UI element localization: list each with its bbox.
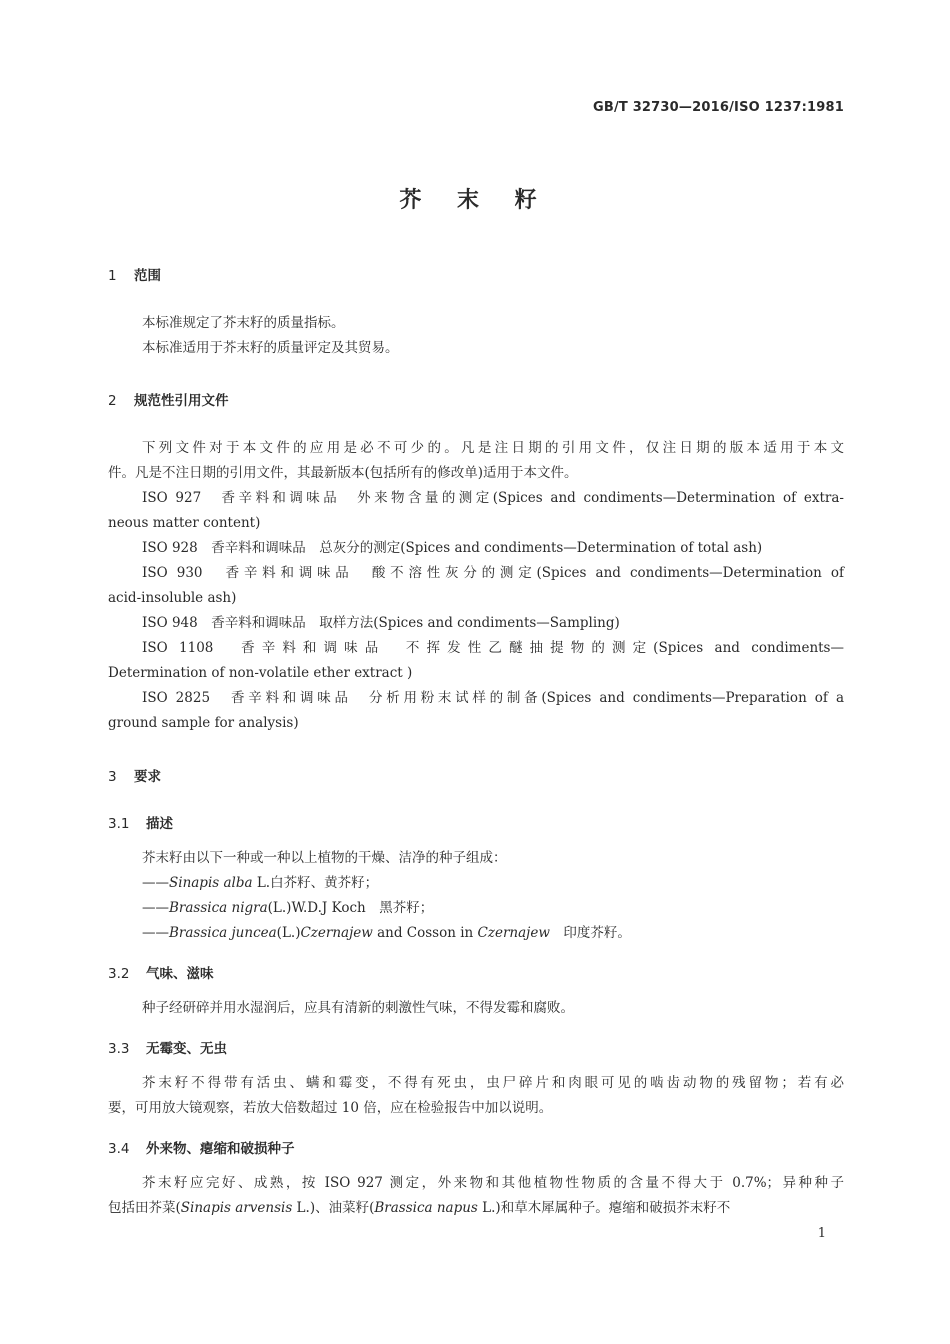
section-number: 3 bbox=[108, 769, 117, 785]
section-title: 规范性引用文件 bbox=[134, 393, 229, 409]
section-1-heading bbox=[108, 264, 161, 284]
species-item-1: ——Sinapis alba L.白芥籽、黄芥籽； bbox=[142, 875, 379, 891]
mould-insect-line-2: 要，可用放大镜观察，若放大倍数超过 10 倍，应在检验报告中加以说明。 bbox=[108, 1100, 553, 1116]
section-3-1-heading bbox=[108, 812, 173, 832]
reference-iso-928: ISO 928 香辛料和调味品 总灰分的测定(Spices and condiments—Determination of total ash) bbox=[142, 540, 763, 556]
reference-iso-930-line-1: ISO 930 香辛料和调味品 酸不溶性灰分的测定(Spices and condiments—Determination of bbox=[142, 565, 844, 581]
section-title: 范围 bbox=[134, 268, 161, 284]
section-title: 外来物、瘪缩和破损种子 bbox=[146, 1141, 295, 1157]
section-number: 3.3 bbox=[108, 1041, 130, 1057]
document-code: GB/T 32730—2016/ISO 1237:1981 bbox=[592, 100, 844, 115]
reference-iso-930-line-2: acid-insoluble ash) bbox=[108, 590, 237, 606]
section-2-heading bbox=[108, 389, 229, 409]
section-3-heading bbox=[108, 765, 161, 785]
description-intro: 芥末籽由以下一种或一种以上植物的干燥、洁净的种子组成： bbox=[142, 850, 507, 866]
odor-taste-text: 种子经研碎并用水湿润后，应具有清新的刺激性气味，不得发霉和腐败。 bbox=[142, 1000, 574, 1016]
page-title: 芥 末 籽 bbox=[399, 188, 551, 213]
reference-iso-927-line-2: neous matter content) bbox=[108, 515, 261, 531]
section-number: 1 bbox=[108, 268, 117, 284]
section-1-line-1: 本标准规定了芥末籽的质量指标。 bbox=[142, 315, 345, 331]
section-title: 要求 bbox=[134, 769, 161, 785]
section-1-line-2: 本标准适用于芥末籽的质量评定及其贸易。 bbox=[142, 340, 399, 356]
extraneous-matter-line-2: 包括田芥菜(Sinapis arvensis L.)、油菜籽(Brassica napus L.)和草木犀属种子。瘪缩和破损芥末籽不 bbox=[108, 1200, 731, 1216]
reference-iso-1108-line-2: Determination of non-volatile ether extract ) bbox=[108, 665, 413, 681]
reference-iso-2825-line-2: ground sample for analysis) bbox=[108, 715, 299, 731]
section-number: 3.2 bbox=[108, 966, 130, 982]
section-number: 2 bbox=[108, 393, 117, 409]
reference-iso-1108-line-1: ISO 1108 香辛料和调味品 不挥发性乙醚抽提物的测定(Spices and condiments— bbox=[142, 640, 844, 656]
section-3-2-heading bbox=[108, 962, 214, 982]
extraneous-matter-line-1: 芥末籽应完好、成熟，按 ISO 927 测定，外来物和其他植物性物质的含量不得大于 0.7%；异种种子 bbox=[142, 1175, 844, 1191]
page-number: 1 bbox=[817, 1226, 826, 1241]
reference-iso-948: ISO 948 香辛料和调味品 取样方法(Spices and condiments—Sampling) bbox=[142, 615, 620, 631]
mould-insect-line-1: 芥末籽不得带有活虫、螨和霉变，不得有死虫，虫尸碎片和肉眼可见的啮齿动物的残留物；若有必 bbox=[142, 1075, 844, 1091]
section-number: 3.1 bbox=[108, 816, 130, 832]
species-item-2: ——Brassica nigra(L.)W.D.J Koch 黑芥籽； bbox=[142, 900, 434, 916]
reference-iso-2825-line-1: ISO 2825 香辛料和调味品 分析用粉末试样的制备(Spices and condiments—Preparation of a bbox=[142, 690, 844, 706]
section-title: 描述 bbox=[146, 816, 173, 832]
section-2-intro-line-2: 件。凡是不注日期的引用文件，其最新版本(包括所有的修改单)适用于本文件。 bbox=[108, 465, 578, 481]
section-number: 3.4 bbox=[108, 1141, 130, 1157]
section-title: 气味、滋味 bbox=[146, 966, 214, 982]
reference-iso-927-line-1: ISO 927 香辛料和调味品 外来物含量的测定(Spices and condiments—Determination of extra- bbox=[142, 490, 844, 506]
species-item-3: ——Brassica juncea(L.)Czernajew and Cosson in Czernajew 印度芥籽。 bbox=[142, 925, 631, 941]
section-title: 无霉变、无虫 bbox=[146, 1041, 227, 1057]
section-2-intro-line-1: 下列文件对于本文件的应用是必不可少的。凡是注日期的引用文件，仅注日期的版本适用于本文 bbox=[142, 440, 844, 456]
section-3-4-heading bbox=[108, 1137, 295, 1157]
section-3-3-heading bbox=[108, 1037, 227, 1057]
